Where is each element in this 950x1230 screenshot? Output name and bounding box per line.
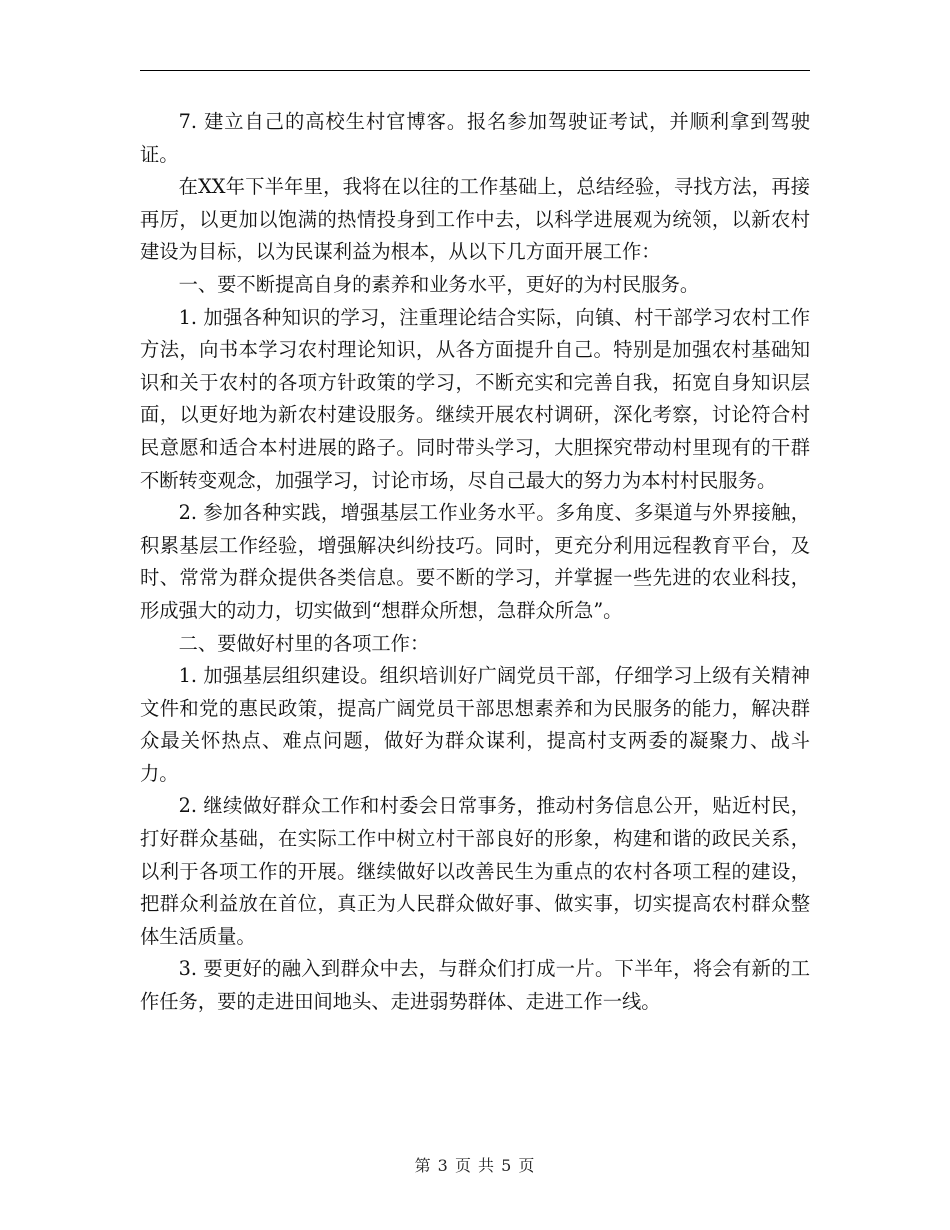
section-heading: 一、要不断提高自身的素养和业务水平，更好的为村民服务。 bbox=[178, 272, 700, 296]
paragraph: 3. 要更好的融入到群众中去，与群众们打成一片。下半年，将会有新的工作任务，要的走进田间地头、走进弱势群体、走进工作一线。 bbox=[140, 957, 810, 1014]
document-body bbox=[140, 106, 810, 1019]
paragraph: 1. 加强各种知识的学习，注重理论结合实际，向镇、村干部学习农村工作方法，向书本学习农村理论知识，从各方面提升自己。特别是加强农村基础知识和关于农村的各项方针政策的学习，不断充实和完善自我，拓宽自身知识层面，以更好地为新农村建设服务。继续开展农村调研，深化考察，讨论符合村民意愿和适合本村进展的路子。同时带头学习，大胆探究带动村里现有的干群不断转变观念，加强学习，讨论市场，尽自己最大的努力为本村村民服务。 bbox=[140, 305, 810, 492]
section-heading: 二、要做好村里的各项工作： bbox=[178, 631, 430, 655]
paragraph: 2. 参加各种实践，增强基层工作业务水平。多角度、多渠道与外界接触，积累基层工作经验，增强解决纠纷技巧。同时，更充分利用远程教育平台，及时、常常为群众提供各类信息。要不断的学习，并掌握一些先进的农业科技，形成强大的动力，切实做到“想群众所想，急群众所急”。 bbox=[140, 501, 810, 622]
page-footer: 第 3 页 共 5 页 bbox=[414, 1156, 536, 1175]
paragraph: 在XX年下半年里，我将在以往的工作基础上，总结经验，寻找方法，再接再厉，以更加以饱满的热情投身到工作中去，以科学进展观为统领，以新农村建设为目标，以为民谋利益为根本，从以下几方面开展工作： bbox=[140, 175, 810, 264]
paragraph: 1. 加强基层组织建设。组织培训好广阔党员干部，仔细学习上级有关精神文件和党的惠民政策，提高广阔党员干部思想素养和为民服务的能力，解决群众最关怀热点、难点问题，做好为群众谋利，提高村支两委的凝聚力、战斗力。 bbox=[140, 664, 810, 785]
header-rule bbox=[140, 70, 810, 71]
paragraph: 7. 建立自己的高校生村官博客。报名参加驾驶证考试，并顺利拿到驾驶证。 bbox=[140, 110, 810, 166]
paragraph: 2. 继续做好群众工作和村委会日常事务，推动村务信息公开，贴近村民，打好群众基础，在实际工作中树立村干部良好的形象，构建和谐的政民关系，以利于各项工作的开展。继续做好以改善民生为重点的农村各项工程的建设，把群众利益放在首位，真正为人民群众做好事、做实事，切实提高农村群众整体生活质量。 bbox=[140, 794, 810, 948]
